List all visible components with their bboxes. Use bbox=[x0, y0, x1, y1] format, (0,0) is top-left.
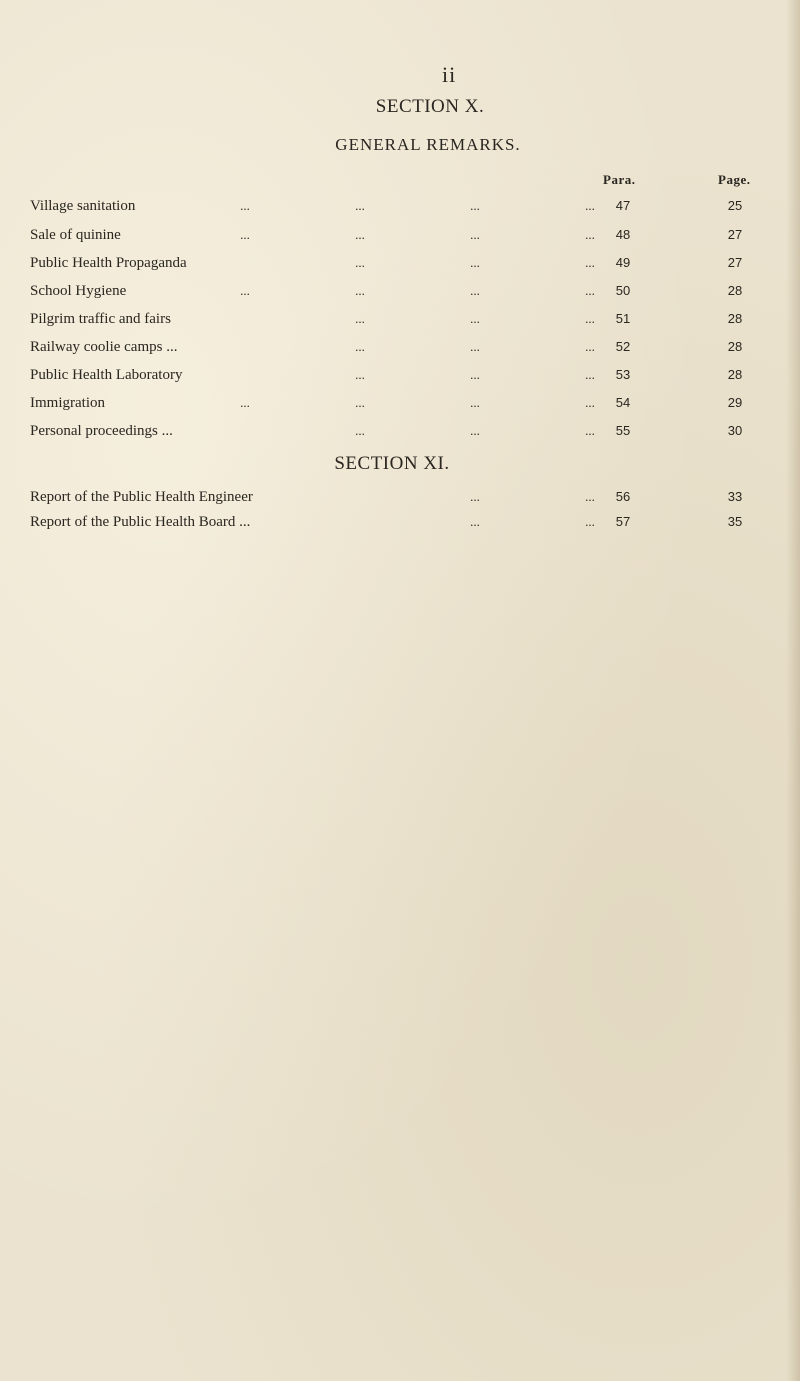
page-ref: 28 bbox=[727, 283, 743, 298]
section-xi-heading: SECTION XI. bbox=[334, 453, 450, 474]
page-ref: 25 bbox=[727, 198, 743, 213]
contents-row: Public Health Propaganda ... ... ... 49 27 bbox=[0, 255, 800, 279]
para-number: 52 bbox=[615, 339, 631, 354]
entry-title: Report of the Public Health Board ... bbox=[30, 514, 251, 530]
contents-row: Railway coolie camps ... ... ... ... 52 28 bbox=[0, 339, 800, 363]
contents-row: Pilgrim traffic and fairs ... ... ... 51 28 bbox=[0, 311, 800, 335]
contents-row: School Hygiene ... ... ... ... 50 28 bbox=[0, 283, 800, 307]
page-ref: 27 bbox=[727, 227, 743, 242]
page-ref: 28 bbox=[727, 367, 743, 382]
page-number: ii bbox=[442, 62, 457, 87]
page-ref: 28 bbox=[727, 311, 743, 326]
contents-row: Public Health Laboratory ... ... ... 53 28 bbox=[0, 367, 800, 391]
contents-row: Immigration ... ... ... ... 54 29 bbox=[0, 395, 800, 419]
section-x-heading: SECTION X. bbox=[375, 96, 485, 117]
page-ref: 35 bbox=[727, 514, 743, 529]
para-number: 55 bbox=[615, 423, 631, 438]
contents-row: Village sanitation ... ... ... ... 47 25 bbox=[0, 198, 800, 222]
para-number: 54 bbox=[615, 395, 631, 410]
para-column-header: Para. bbox=[603, 172, 636, 187]
contents-row: Report of the Public Health Board ... ... ... 57 35 bbox=[0, 514, 800, 538]
entry-title: Public Health Laboratory bbox=[30, 367, 183, 383]
general-remarks-subheading: GENERAL REMARKS. bbox=[335, 135, 521, 154]
entry-title: Railway coolie camps ... bbox=[30, 339, 178, 355]
contents-row: Report of the Public Health Engineer ... ... 56 33 bbox=[0, 489, 800, 513]
para-number: 56 bbox=[615, 489, 631, 504]
entry-title: Personal proceedings ... bbox=[30, 423, 173, 439]
entry-title: Immigration bbox=[30, 395, 105, 411]
para-number: 49 bbox=[615, 255, 631, 270]
entry-title: Report of the Public Health Engineer bbox=[30, 489, 253, 505]
entry-title: Pilgrim traffic and fairs bbox=[30, 311, 171, 327]
page-ref: 27 bbox=[727, 255, 743, 270]
page-ref: 33 bbox=[727, 489, 743, 504]
para-number: 57 bbox=[615, 514, 631, 529]
contents-row: Personal proceedings ... ... ... ... 55 30 bbox=[0, 423, 800, 447]
para-number: 47 bbox=[615, 198, 631, 213]
para-number: 51 bbox=[615, 311, 631, 326]
entry-title: Sale of quinine bbox=[30, 227, 121, 243]
para-number: 50 bbox=[615, 283, 631, 298]
para-number: 53 bbox=[615, 367, 631, 382]
para-number: 48 bbox=[615, 227, 631, 242]
entry-title: Village sanitation bbox=[30, 198, 136, 214]
entry-title: School Hygiene bbox=[30, 283, 127, 299]
entry-title: Public Health Propaganda bbox=[30, 255, 187, 271]
page-ref: 29 bbox=[727, 395, 743, 410]
page-ref: 28 bbox=[727, 339, 743, 354]
page-column-header: Page. bbox=[718, 172, 751, 187]
contents-row: Sale of quinine ... ... ... ... 48 27 bbox=[0, 227, 800, 251]
page-ref: 30 bbox=[727, 423, 743, 438]
